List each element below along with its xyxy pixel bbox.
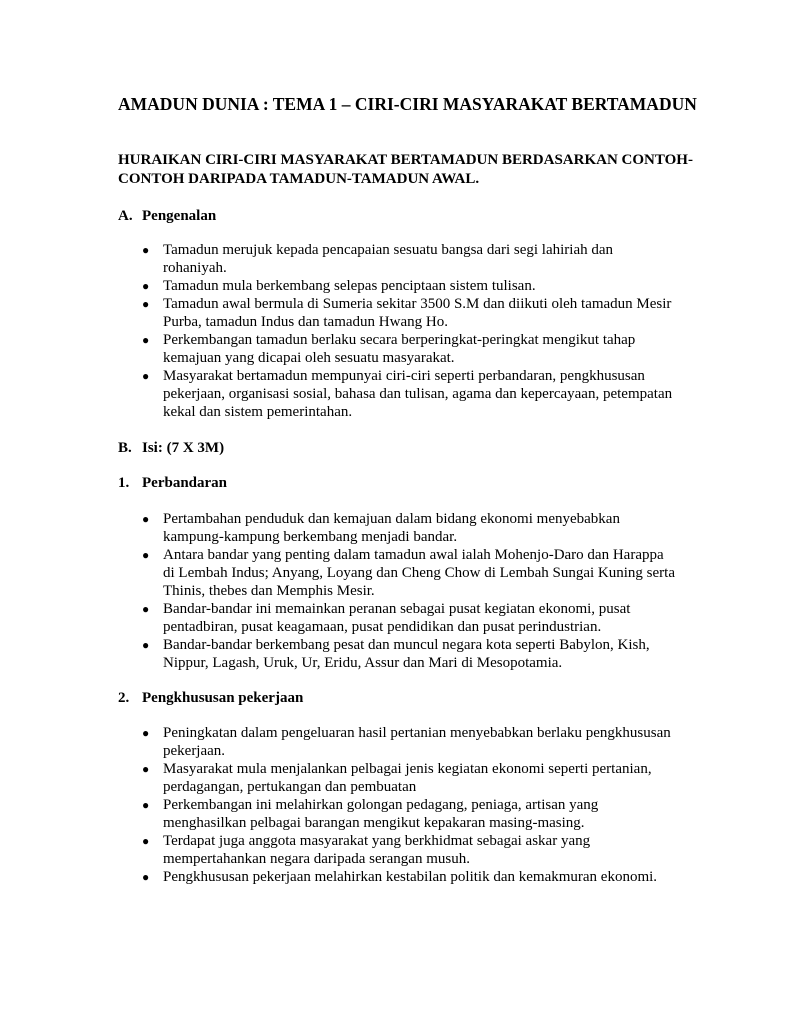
bullet-icon: ● [142, 870, 150, 884]
list-item [118, 367, 678, 421]
list-item [118, 868, 678, 886]
list-item-text: Perkembangan tamadun berlaku secara berperingkat-peringkat mengikut tahap kemajuan yang dicapai oleh sesuatu masyarakat. [163, 332, 636, 366]
section-2-number: 2. [118, 690, 130, 706]
section-b-heading [118, 439, 224, 458]
list-item-text: Pengkhususan pekerjaan melahirkan kestabilan politik dan kemakmuran ekonomi. [163, 869, 658, 885]
list-item-text: Terdapat juga anggota masyarakat yang berkhidmat sebagai askar yang mempertahankan negara daripada serangan musuh. [163, 833, 591, 867]
list-item [118, 724, 678, 760]
list-item-text: Pertambahan penduduk dan kemajuan dalam bidang ekonomi menyebabkan kampung-kampung berkembang menjadi bandar. [163, 511, 620, 545]
list-item [118, 546, 678, 600]
list-item [118, 241, 678, 277]
bullet-icon: ● [142, 512, 150, 526]
section-a-number: A. [118, 208, 133, 224]
list-item [118, 295, 678, 331]
section-b-title: Isi: (7 X 3M) [142, 440, 225, 456]
list-item-text: Bandar-bandar ini memainkan peranan sebagai pusat kegiatan ekonomi, pusat pentadbiran, pusat keagamaan, pusat pendidikan dan pusat perindustrian. [163, 601, 631, 635]
list-item [118, 510, 678, 546]
list-item [118, 331, 678, 367]
bullet-icon: ● [142, 726, 150, 740]
page-title: AMADUN DUNIA : TEMA 1 – CIRI-CIRI MASYARAKAT BERTAMADUN [118, 94, 697, 114]
list-item [118, 600, 678, 636]
list-item-text: Antara bandar yang penting dalam tamadun awal ialah Mohenjo-Daro dan Harappa di Lembah Indus; Anyang, Loyang dan Cheng Chow di Lembah Sungai Kuning serta Thinis, thebes dan Memphis Mesir. [163, 547, 675, 599]
list-item [118, 636, 678, 672]
bullet-icon: ● [142, 834, 150, 848]
section-a-title: Pengenalan [142, 208, 217, 224]
list-item-text: Bandar-bandar berkembang pesat dan muncul negara kota seperti Babylon, Kish, Nippur, Lagash, Uruk, Ur, Eridu, Assur dan Mari di Mesopotamia. [163, 637, 650, 671]
bullet-icon: ● [142, 638, 150, 652]
bullet-icon: ● [142, 243, 150, 257]
bullet-icon: ● [142, 548, 150, 562]
section-b-number: B. [118, 440, 132, 456]
section-1-heading [118, 474, 227, 493]
list-item [118, 277, 678, 295]
section-1-list [118, 510, 678, 672]
bullet-icon: ● [142, 762, 150, 776]
list-item-text: Perkembangan ini melahirkan golongan pedagang, peniaga, artisan yang menghasilkan pelbagai barangan mengikut kepakaran masing-masing. [163, 797, 599, 831]
bullet-icon: ● [142, 369, 150, 383]
bullet-icon: ● [142, 798, 150, 812]
list-item-text: Tamadun mula berkembang selepas penciptaan sistem tulisan. [163, 278, 536, 294]
list-item [118, 796, 678, 832]
bullet-icon: ● [142, 279, 150, 293]
bullet-icon: ● [142, 297, 150, 311]
list-item-text: Peningkatan dalam pengeluaran hasil pertanian menyebabkan berlaku pengkhususan pekerjaan. [163, 725, 671, 759]
bullet-icon: ● [142, 333, 150, 347]
section-1-number: 1. [118, 475, 130, 491]
section-a-heading [118, 207, 216, 226]
list-item [118, 832, 678, 868]
list-item-text: Tamadun awal bermula di Sumeria sekitar 3500 S.M dan diikuti oleh tamadun Mesir Purba, tamadun Indus dan tamadun Hwang Ho. [163, 296, 672, 330]
section-1-title: Perbandaran [142, 475, 228, 491]
section-2-title: Pengkhususan pekerjaan [142, 690, 304, 706]
list-item [118, 760, 678, 796]
list-item-text: Masyarakat bertamadun mempunyai ciri-ciri seperti perbandaran, pengkhususan pekerjaan, organisasi sosial, bahasa dan tulisan, agama dan kepercayaan, petempatan kekal dan sistem pemerintahan. [163, 368, 673, 420]
question-subtitle: HURAIKAN CIRI-CIRI MASYARAKAT BERTAMADUN BERDASARKAN CONTOH-CONTOH DARIPADA TAMADUN-TAMADUN AWAL. [118, 152, 693, 187]
section-a-list [118, 241, 678, 421]
bullet-icon: ● [142, 602, 150, 616]
list-item-text: Tamadun merujuk kepada pencapaian sesuatu bangsa dari segi lahiriah dan rohaniyah. [163, 242, 614, 276]
list-item-text: Masyarakat mula menjalankan pelbagai jenis kegiatan ekonomi seperti pertanian, perdagangan, pertukangan dan pembuatan [163, 761, 652, 795]
section-2-heading [118, 689, 303, 708]
section-2-list [118, 724, 678, 886]
